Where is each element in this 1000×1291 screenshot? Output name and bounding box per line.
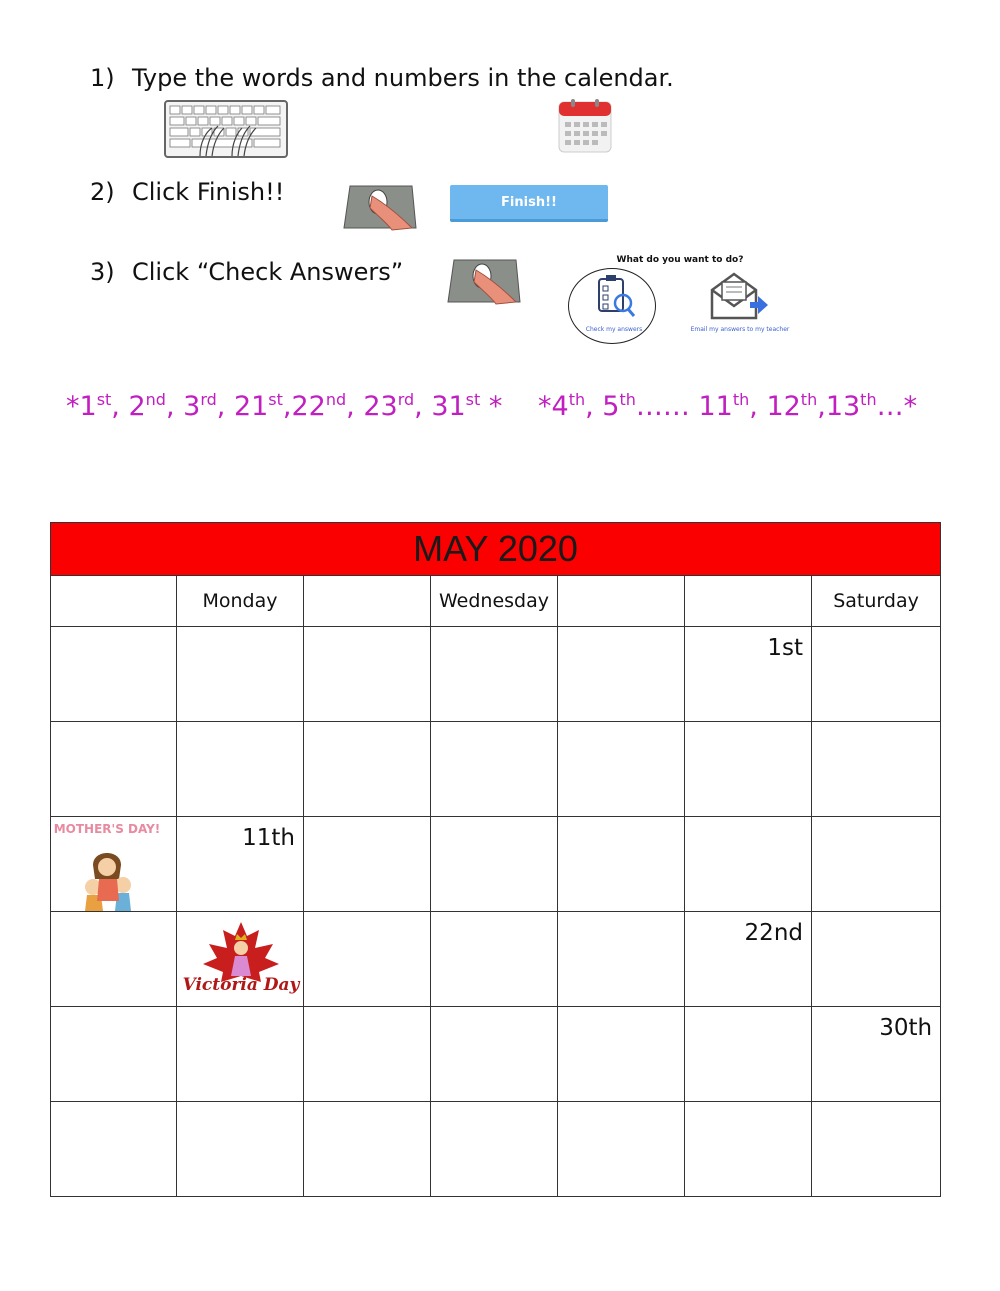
email-answers-label: Email my answers to my teacher xyxy=(690,326,790,333)
calendar-week-row xyxy=(51,1007,941,1102)
hint-prefix: * xyxy=(538,391,552,422)
calendar-day-cell[interactable] xyxy=(558,817,685,912)
check-answers-label: Check my answers xyxy=(585,326,643,333)
ordinal-suffix: st xyxy=(96,390,112,409)
day-header xyxy=(304,576,431,627)
instruction-1: 1) Type the words and numbers in the calendar. xyxy=(90,64,674,92)
calendar-day-cell[interactable] xyxy=(812,912,941,1007)
date-label: 1st xyxy=(767,635,803,661)
victoria-day-image xyxy=(182,918,300,1004)
ordinal-number: 21 xyxy=(233,391,269,422)
ordinal-separator: , xyxy=(414,391,432,422)
calendar-day-cell[interactable] xyxy=(304,627,431,722)
calendar-day-cell[interactable] xyxy=(304,817,431,912)
calendar-day-cell[interactable] xyxy=(304,912,431,1007)
ordinal-hint-group-2 xyxy=(538,390,917,422)
calendar-day-cell[interactable] xyxy=(177,1007,304,1102)
calendar-day-cell[interactable] xyxy=(51,1007,177,1102)
calendar-day-cell[interactable] xyxy=(558,627,685,722)
ordinal-number: 4 xyxy=(551,391,569,422)
calendar-day-cell[interactable] xyxy=(558,722,685,817)
ordinal-number: 23 xyxy=(363,391,398,422)
finish-button[interactable]: Finish!! xyxy=(450,185,608,222)
calendar-day-cell[interactable] xyxy=(685,1102,812,1197)
calendar-day-cell[interactable] xyxy=(685,722,812,817)
calendar-day-cell[interactable] xyxy=(812,1102,941,1197)
ordinal-suffix: th xyxy=(732,390,750,409)
ordinal-separator: , xyxy=(216,391,234,422)
calendar-table xyxy=(50,522,941,1197)
calendar-day-cell[interactable] xyxy=(685,1007,812,1102)
day-header: Wednesday xyxy=(431,576,558,627)
calendar-day-cell[interactable] xyxy=(51,1102,177,1197)
victoria-day-text: Victoria Day xyxy=(182,975,300,995)
calendar-title: MAY 2020 xyxy=(51,523,941,576)
date-label: 22nd xyxy=(744,920,803,946)
calendar-day-cell[interactable] xyxy=(431,722,558,817)
day-header xyxy=(685,576,812,627)
calendar-day-cell[interactable] xyxy=(685,817,812,912)
calendar-day-cell[interactable] xyxy=(812,627,941,722)
ordinal-suffix: th xyxy=(568,390,586,409)
ordinal-suffix: rd xyxy=(397,390,415,409)
calendar-day-cell[interactable] xyxy=(51,912,177,1007)
calendar-week-row xyxy=(51,1102,941,1197)
calendar-day-cell[interactable] xyxy=(304,722,431,817)
ordinal-separator: , xyxy=(817,391,826,422)
calendar-day-cell[interactable] xyxy=(431,627,558,722)
mouse-click-icon xyxy=(446,256,522,306)
ordinal-number: 12 xyxy=(766,391,801,422)
calendar-day-cell[interactable] xyxy=(177,817,304,912)
calendar-week-row xyxy=(51,817,941,912)
calendar-day-cell[interactable] xyxy=(51,722,177,817)
email-teacher-icon[interactable] xyxy=(706,272,770,322)
calendar-day-cell[interactable] xyxy=(304,1007,431,1102)
calendar-day-cell[interactable] xyxy=(431,1007,558,1102)
ordinal-number: 11 xyxy=(698,391,733,422)
calendar-day-cell[interactable] xyxy=(812,1007,941,1102)
calendar-week-row xyxy=(51,722,941,817)
dialog-title: What do you want to do? xyxy=(616,255,744,265)
instruction-3: 3) Click “Check Answers” xyxy=(90,258,404,286)
mouse-click-icon xyxy=(342,182,418,232)
calendar-day-cell[interactable] xyxy=(558,912,685,1007)
ordinal-separator: …* xyxy=(876,391,918,422)
instruction-2: 2) Click Finish!! xyxy=(90,178,285,206)
calendar-day-cell[interactable] xyxy=(431,1102,558,1197)
calendar-day-cell[interactable] xyxy=(812,817,941,912)
ordinal-number: 2 xyxy=(128,391,146,422)
mothers-day-image xyxy=(53,821,161,911)
ordinal-suffix: st xyxy=(268,390,283,409)
ordinal-number: 5 xyxy=(602,391,620,422)
ordinal-suffix: th xyxy=(860,390,877,409)
ordinal-hint-group-1 xyxy=(66,390,502,422)
calendar-day-cell[interactable] xyxy=(177,722,304,817)
day-header: Saturday xyxy=(812,576,941,627)
ordinal-number: 13 xyxy=(825,391,861,422)
date-label: 30th xyxy=(879,1015,933,1041)
keyboard-icon xyxy=(164,100,288,158)
day-header: Monday xyxy=(177,576,304,627)
ordinal-separator: , xyxy=(111,391,129,422)
calendar-icon xyxy=(557,98,613,154)
ordinal-suffix: rd xyxy=(200,390,217,409)
ordinal-separator: , xyxy=(165,391,184,422)
calendar-week-row xyxy=(51,627,941,722)
ordinal-separator: , xyxy=(585,391,603,422)
ordinal-number: 1 xyxy=(79,391,97,422)
calendar-day-cell[interactable] xyxy=(558,1102,685,1197)
ordinal-suffix: st xyxy=(465,390,481,409)
ordinal-suffix: th xyxy=(800,390,818,409)
ordinal-suffix: nd xyxy=(325,390,347,409)
calendar-day-cell[interactable] xyxy=(304,1102,431,1197)
ordinal-number: 22 xyxy=(291,391,326,422)
day-header xyxy=(51,576,177,627)
calendar-day-cell[interactable] xyxy=(177,1102,304,1197)
ordinal-separator: * xyxy=(480,391,503,422)
calendar-day-cell[interactable] xyxy=(177,912,304,1007)
ordinal-number: 3 xyxy=(183,391,201,422)
day-header xyxy=(558,576,685,627)
date-label: 11th xyxy=(242,825,295,851)
hint-prefix: * xyxy=(66,391,80,422)
ordinal-separator: , xyxy=(749,391,767,422)
ordinal-separator: …… xyxy=(635,391,699,422)
ordinal-suffix: th xyxy=(619,390,636,409)
calendar-day-cell[interactable] xyxy=(685,627,812,722)
calendar-day-cell[interactable] xyxy=(431,817,558,912)
calendar-day-cell[interactable] xyxy=(812,722,941,817)
mothers-day-text: MOTHER'S DAY! xyxy=(53,822,161,836)
calendar-day-cell[interactable] xyxy=(558,1007,685,1102)
ordinal-separator: , xyxy=(282,391,292,422)
calendar-day-cell[interactable] xyxy=(177,627,304,722)
calendar-day-cell[interactable] xyxy=(685,912,812,1007)
ordinal-suffix: nd xyxy=(145,390,166,409)
ordinal-separator: , xyxy=(346,391,364,422)
calendar-day-cell[interactable] xyxy=(431,912,558,1007)
ordinal-number: 31 xyxy=(431,391,466,422)
calendar-day-cell[interactable] xyxy=(51,817,177,912)
calendar-day-cell[interactable] xyxy=(51,627,177,722)
calendar-week-row xyxy=(51,912,941,1007)
